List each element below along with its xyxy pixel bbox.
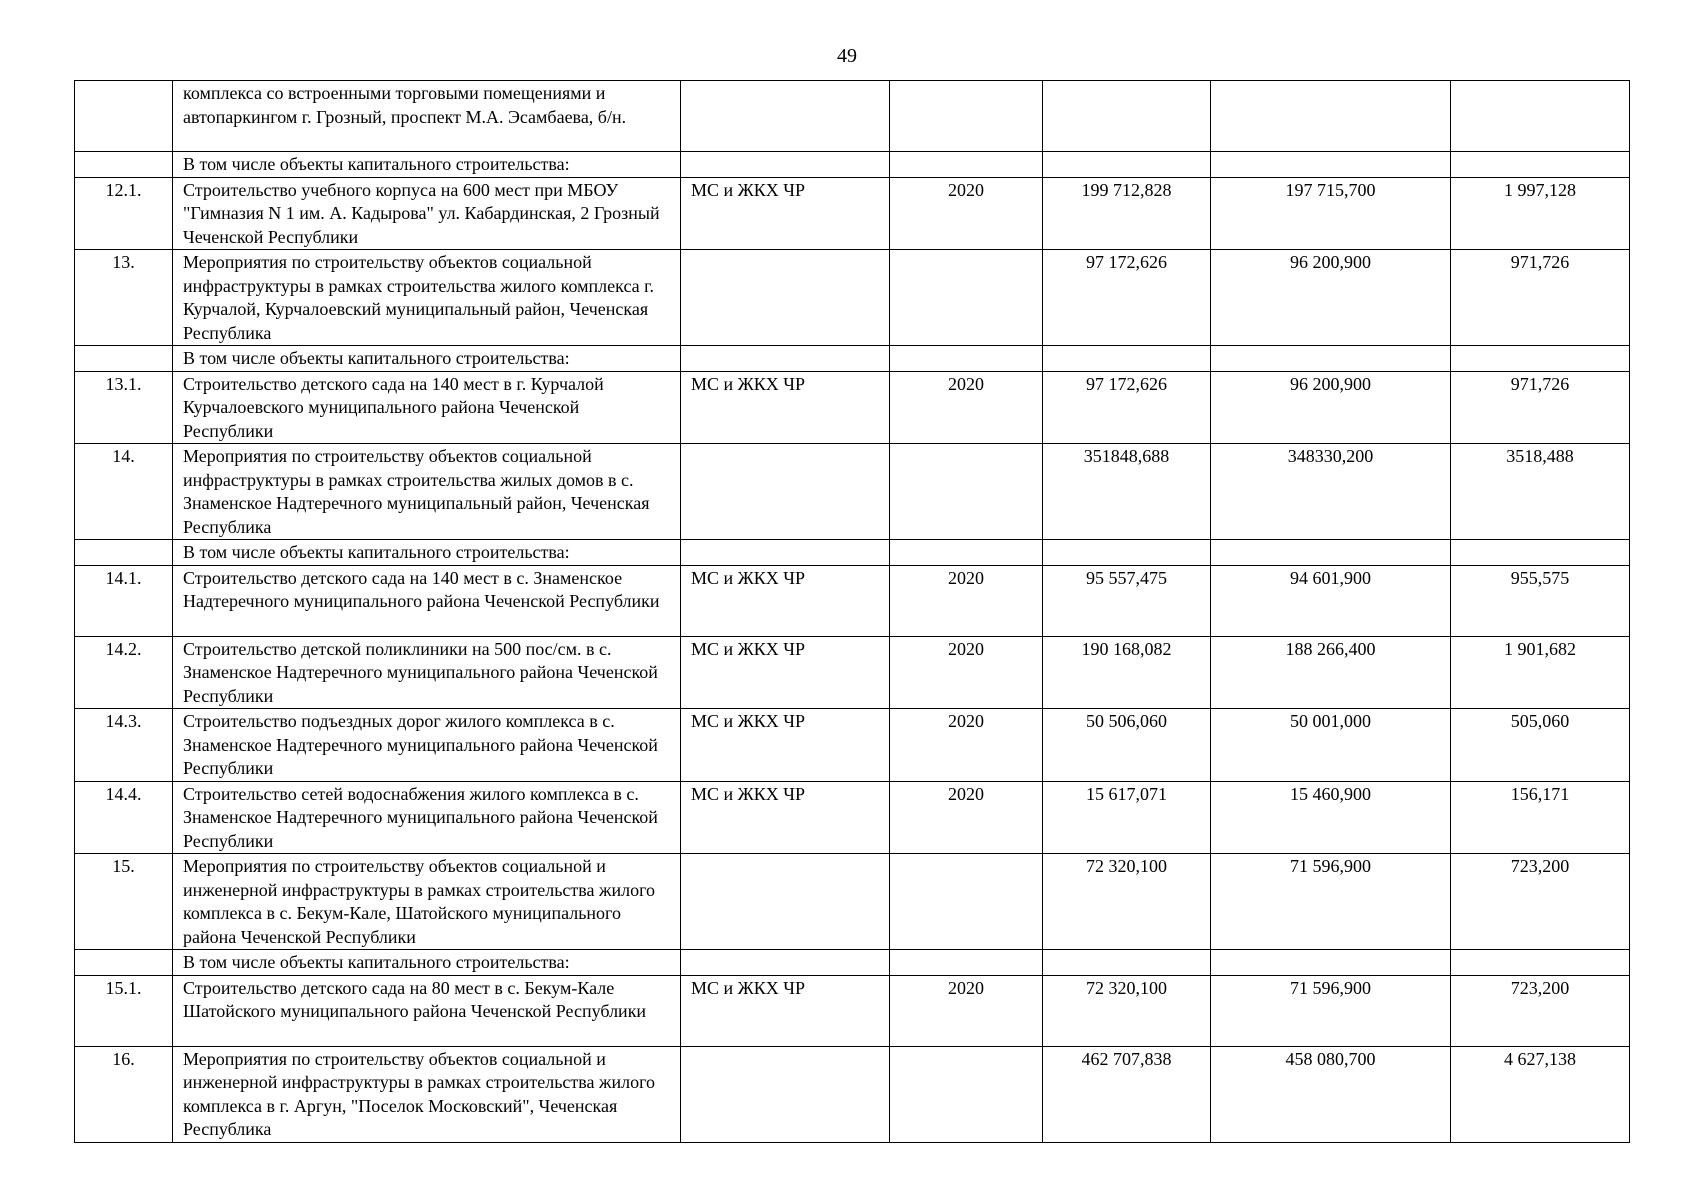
regional-amount-cell: 505,060 [1451,709,1630,782]
federal-amount-cell [1211,81,1451,152]
row-number-cell [75,81,173,152]
total-amount-cell [1043,950,1211,976]
total-amount-cell [1043,81,1211,152]
executor-cell [681,1046,890,1142]
object-name-cell: Мероприятия по строительству объектов социальной инфраструктуры в рамках строительства жилого комплекса г. Курчалой, Курчалоевский муниципальный район, Чеченская Республика [173,250,681,346]
total-amount-cell: 72 320,100 [1043,854,1211,950]
regional-amount-cell: 971,726 [1451,250,1630,346]
year-cell [890,346,1043,372]
total-amount-cell [1043,540,1211,566]
object-name-cell: Мероприятия по строительству объектов социальной инфраструктуры в рамках строительства жилых домов в с. Знаменское Надтеречного муниципальный район, Чеченская Республика [173,444,681,540]
total-amount-cell: 351848,688 [1043,444,1211,540]
row-number-cell: 13.1. [75,371,173,444]
year-cell: 2020 [890,975,1043,1046]
year-cell: 2020 [890,565,1043,636]
federal-amount-cell: 188 266,400 [1211,636,1451,709]
executor-cell [681,854,890,950]
executor-cell: МС и ЖКХ ЧР [681,371,890,444]
table-row [75,444,1630,540]
executor-cell [681,346,890,372]
table-row [75,709,1630,782]
federal-amount-cell: 15 460,900 [1211,781,1451,854]
total-amount-cell: 50 506,060 [1043,709,1211,782]
total-amount-cell: 97 172,626 [1043,371,1211,444]
federal-amount-cell: 197 715,700 [1211,177,1451,250]
object-name-cell: Строительство сетей водоснабжения жилого комплекса в с. Знаменское Надтеречного муниципального района Чеченской Республики [173,781,681,854]
total-amount-cell: 15 617,071 [1043,781,1211,854]
year-cell [890,444,1043,540]
table-row [75,636,1630,709]
row-number-cell: 12.1. [75,177,173,250]
regional-amount-cell: 723,200 [1451,975,1630,1046]
federal-amount-cell: 96 200,900 [1211,371,1451,444]
regional-amount-cell: 723,200 [1451,854,1630,950]
page-number: 49 [837,45,857,67]
federal-amount-cell [1211,540,1451,566]
total-amount-cell: 97 172,626 [1043,250,1211,346]
total-amount-cell [1043,152,1211,178]
federal-amount-cell [1211,152,1451,178]
regional-amount-cell: 156,171 [1451,781,1630,854]
row-number-cell: 14. [75,444,173,540]
object-name-cell: Строительство детского сада на 140 мест в с. Знаменское Надтеречного муниципального района Чеченской Республики [173,565,681,636]
total-amount-cell: 190 168,082 [1043,636,1211,709]
year-cell [890,854,1043,950]
object-name-cell: комплекса со встроенными торговыми помещениями и автопаркингом г. Грозный, проспект М.А. Эсамбаева, б/н. [173,81,681,152]
year-cell [890,152,1043,178]
object-name-cell: В том числе объекты капитального строительства: [173,950,681,976]
executor-cell: МС и ЖКХ ЧР [681,709,890,782]
federal-amount-cell [1211,950,1451,976]
year-cell: 2020 [890,709,1043,782]
row-number-cell [75,540,173,566]
row-number-cell: 15.1. [75,975,173,1046]
object-name-cell: Мероприятия по строительству объектов социальной и инженерной инфраструктуры в рамках строительства жилого комплекса в г. Аргун, "Поселок Московский", Чеченская Республика [173,1046,681,1142]
object-name-cell: Строительство учебного корпуса на 600 мест при МБОУ "Гимназия N 1 им. А. Кадырова" ул. Кабардинская, 2 Грозный Чеченской Республики [173,177,681,250]
table-row [75,371,1630,444]
object-name-cell: В том числе объекты капитального строительства: [173,540,681,566]
table-row [75,950,1630,976]
regional-amount-cell: 971,726 [1451,371,1630,444]
year-cell [890,950,1043,976]
federal-amount-cell: 458 080,700 [1211,1046,1451,1142]
regional-amount-cell: 3518,488 [1451,444,1630,540]
executor-cell [681,250,890,346]
total-amount-cell: 199 712,828 [1043,177,1211,250]
row-number-cell [75,152,173,178]
table-row [75,152,1630,178]
federal-amount-cell: 348330,200 [1211,444,1451,540]
executor-cell [681,81,890,152]
total-amount-cell: 95 557,475 [1043,565,1211,636]
table-row [75,177,1630,250]
federal-amount-cell: 94 601,900 [1211,565,1451,636]
table-row [75,565,1630,636]
regional-amount-cell [1451,540,1630,566]
row-number-cell: 14.3. [75,709,173,782]
executor-cell: МС и ЖКХ ЧР [681,975,890,1046]
executor-cell [681,152,890,178]
executor-cell: МС и ЖКХ ЧР [681,781,890,854]
row-number-cell [75,950,173,976]
year-cell: 2020 [890,371,1043,444]
table-body [75,81,1630,1143]
regional-amount-cell [1451,152,1630,178]
table-row [75,1046,1630,1142]
regional-amount-cell: 4 627,138 [1451,1046,1630,1142]
year-cell [890,250,1043,346]
table-row [75,346,1630,372]
regional-amount-cell: 1 901,682 [1451,636,1630,709]
year-cell: 2020 [890,177,1043,250]
object-name-cell: Мероприятия по строительству объектов социальной и инженерной инфраструктуры в рамках строительства жилого комплекса в с. Бекум-Кале, Шатойского муниципального района Чеченской Республики [173,854,681,950]
federal-amount-cell: 71 596,900 [1211,975,1451,1046]
year-cell [890,1046,1043,1142]
row-number-cell: 14.4. [75,781,173,854]
object-name-cell: В том числе объекты капитального строительства: [173,346,681,372]
table-row [75,781,1630,854]
object-name-cell: Строительство детской поликлиники на 500 пос/см. в с. Знаменское Надтеречного муниципального района Чеченской Республики [173,636,681,709]
year-cell [890,81,1043,152]
executor-cell: МС и ЖКХ ЧР [681,177,890,250]
table-row [75,854,1630,950]
year-cell [890,540,1043,566]
federal-amount-cell [1211,346,1451,372]
row-number-cell: 15. [75,854,173,950]
table-row [75,250,1630,346]
table-row [75,540,1630,566]
row-number-cell: 14.1. [75,565,173,636]
federal-amount-cell: 50 001,000 [1211,709,1451,782]
executor-cell [681,444,890,540]
total-amount-cell [1043,346,1211,372]
total-amount-cell: 72 320,100 [1043,975,1211,1046]
row-number-cell: 14.2. [75,636,173,709]
federal-amount-cell: 96 200,900 [1211,250,1451,346]
object-name-cell: Строительство детского сада на 80 мест в с. Бекум-Кале Шатойского муниципального района Чеченской Республики [173,975,681,1046]
table-row [75,81,1630,152]
executor-cell [681,540,890,566]
row-number-cell: 16. [75,1046,173,1142]
funding-table [74,80,1630,1143]
table-row [75,975,1630,1046]
row-number-cell: 13. [75,250,173,346]
regional-amount-cell [1451,950,1630,976]
year-cell: 2020 [890,781,1043,854]
row-number-cell [75,346,173,372]
year-cell: 2020 [890,636,1043,709]
regional-amount-cell [1451,81,1630,152]
object-name-cell: В том числе объекты капитального строительства: [173,152,681,178]
regional-amount-cell [1451,346,1630,372]
executor-cell [681,950,890,976]
executor-cell: МС и ЖКХ ЧР [681,565,890,636]
regional-amount-cell: 955,575 [1451,565,1630,636]
regional-amount-cell: 1 997,128 [1451,177,1630,250]
object-name-cell: Строительство детского сада на 140 мест в г. Курчалой Курчалоевского муниципального района Чеченской Республики [173,371,681,444]
total-amount-cell: 462 707,838 [1043,1046,1211,1142]
object-name-cell: Строительство подъездных дорог жилого комплекса в с. Знаменское Надтеречного муниципального района Чеченской Республики [173,709,681,782]
federal-amount-cell: 71 596,900 [1211,854,1451,950]
executor-cell: МС и ЖКХ ЧР [681,636,890,709]
